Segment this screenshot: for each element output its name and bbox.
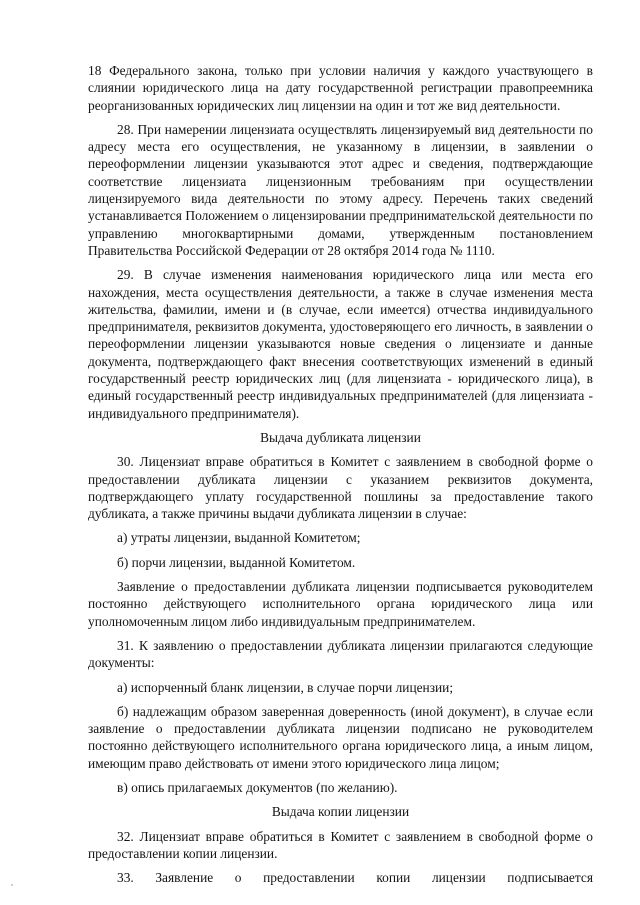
section-heading-duplicate: Выдача дубликата лицензии <box>260 429 421 445</box>
paragraph-29: 29. В случае изменения наименования юридического лица или места его нахождения, места осуществления деятельности, а также в случае изменения места жительства, фамилии, имени и (в случае, если имеется) отчества индивидуального предпринимателя, реквизитов документа, удостоверяющего его личность, в заявлении о переоформлении лицензии указываются новые сведения о лицензиате и данные документа, подтверждающего факт внесения соответствующих изменений в единый государственный реестр юридических лиц (для лицензиата - юридического лица), в единый государственный реестр индивидуальных предпринимателей (для лицензиата - индивидуального предпринимателя). <box>88 267 593 421</box>
section-heading-copy: Выдача копии лицензии <box>271 804 410 820</box>
list-item-31b: б) надлежащим образом заверенная доверенность (иной документ), в случае если заявление о предоставлении дубликата лицензии подписано не руководителем постоянно действующего исполнительного органа юридического лица, а иным лицом, имеющим право действовать от имени этого юридического лица лицом; <box>88 703 593 771</box>
list-item-30b: б) порчи лицензии, выданной Комитетом. <box>117 554 356 570</box>
paragraph-18-continued: 18 Федерального закона, только при условии наличия у каждого участвующего в слиянии юридического лица на дату государственной регистрации правопреемника реорганизованных юридических лиц лицензии на один и тот же вид деятельности. <box>88 63 593 113</box>
paragraph-33: 33. Заявление о предоставлении копии лицензии подписывается <box>117 870 593 886</box>
list-item-31a: а) испорченный бланк лицензии, в случае порчи лицензии; <box>117 679 454 695</box>
list-item-31c: в) опись прилагаемых документов (по желанию). <box>117 779 398 795</box>
paragraph-31: 31. К заявлению о предоставлении дубликата лицензии прилагаются следующие документы: <box>88 637 593 671</box>
paragraph-28: 28. При намерении лицензиата осуществлять лицензируемый вид деятельности по адресу места его осуществления, не указанному в лицензии, в заявлении о переоформлении лицензии указываются этот адрес и сведения, подтверждающие соответствие лицензиата лицензионным требованиям при осуществлении лицензируемого вида деятельности по этому адресу. Перечень таких сведений устанавливается Положением о лицензировании предпринимательской деятельности по управлению многоквартирными домами, утвержденным постановлением Правительства Российской Федерации от 28 октября 2014 года № 1110. <box>88 121 593 258</box>
scan-speck <box>11 884 13 886</box>
paragraph-32: 32. Лицензиат вправе обратиться в Комитет с заявлением в свободной форме о предоставлении копии лицензии. <box>88 828 593 861</box>
paragraph-30-signature: Заявление о предоставлении дубликата лицензии подписывается руководителем постоянно действующего исполнительного органа юридического лица или уполномоченным лицом либо индивидуальным предпринимателем. <box>88 579 593 629</box>
paragraph-30: 30. Лицензиат вправе обратиться в Комитет с заявлением в свободной форме о предоставлении дубликата лицензии с указанием реквизитов документа, подтверждающего уплату государственной пошлины за предоставление такого дубликата, а также причины выдачи дубликата лицензии в случае: <box>88 454 593 522</box>
list-item-30a: а) утраты лицензии, выданной Комитетом; <box>117 530 361 546</box>
document-page <box>88 62 593 893</box>
